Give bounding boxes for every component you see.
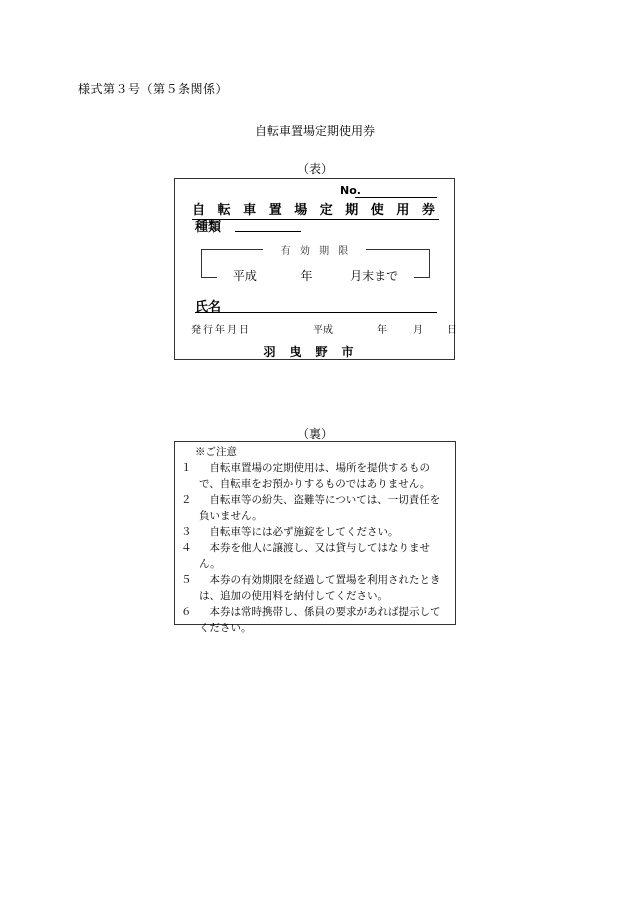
validity-year: 年 — [300, 269, 313, 283]
notice-item — [181, 540, 449, 572]
back-side-label: （裏） — [296, 427, 333, 441]
validity-date — [201, 267, 430, 284]
validity-era: 平成 — [232, 269, 257, 283]
front-side-label: （表） — [296, 162, 333, 176]
name-line — [195, 312, 437, 313]
ticket-back — [174, 441, 456, 634]
document-title: 自転車置場定期使用券 — [254, 124, 375, 138]
validity-border — [366, 249, 430, 250]
notice-text: 自転車置場の定期使用は、場所を提供するもので、自転車をお預かりするものではありません。 — [199, 462, 431, 490]
number-line — [355, 197, 437, 198]
issue-era: 平成 — [313, 325, 333, 336]
notice-text: 本券の有効期限を経過して置場を利用されたときは、追加の使用料を納付してください。 — [199, 574, 441, 602]
notice-number: ４ — [181, 542, 192, 554]
issue-date-label: 発行年月日 — [191, 325, 251, 336]
validity-month-end: 月末まで — [350, 269, 399, 283]
ticket-title-text: 自 転 車 置 場 定 期 使 用 券 — [192, 203, 439, 218]
issue-year: 年 — [377, 325, 387, 336]
notice-text: 本券は常時携帯し、係員の要求があれば提示してください。 — [199, 606, 441, 634]
notice-number: ２ — [181, 494, 192, 506]
number-label: No. — [340, 184, 361, 197]
notice-item — [181, 572, 449, 604]
validity-box — [201, 246, 430, 283]
validity-label: 有 効 期 限 — [280, 246, 352, 257]
notice-item — [181, 460, 449, 492]
notice-item — [181, 492, 449, 524]
validity-border — [201, 249, 263, 250]
notice-item — [181, 604, 449, 636]
notice-number: １ — [181, 462, 192, 474]
notice-number: ６ — [181, 606, 192, 618]
notice-title: ※ご注意 — [195, 446, 237, 458]
issue-month: 月 — [413, 325, 423, 336]
notice-number: ５ — [181, 574, 192, 586]
notice-item — [181, 524, 449, 540]
notice-text: 本券を他人に譲渡し、又は貸与してはなりません。 — [199, 542, 430, 570]
notice-text: 自転車等には必ず施錠をしてください。 — [199, 526, 399, 538]
notice-text: 自転車等の紛失、盗難等については、一切責任を負いません。 — [199, 494, 441, 522]
form-number: 様式第３号（第５条関係） — [78, 82, 229, 96]
type-label: 種類 — [195, 220, 222, 235]
issuer: 羽曳野市 — [263, 345, 368, 359]
issue-day: 日 — [447, 325, 457, 336]
notice-number: ３ — [181, 526, 192, 538]
notes-list — [181, 460, 449, 636]
ticket-front — [174, 178, 455, 360]
name-label: 氏名 — [195, 300, 222, 315]
type-line — [235, 231, 301, 232]
